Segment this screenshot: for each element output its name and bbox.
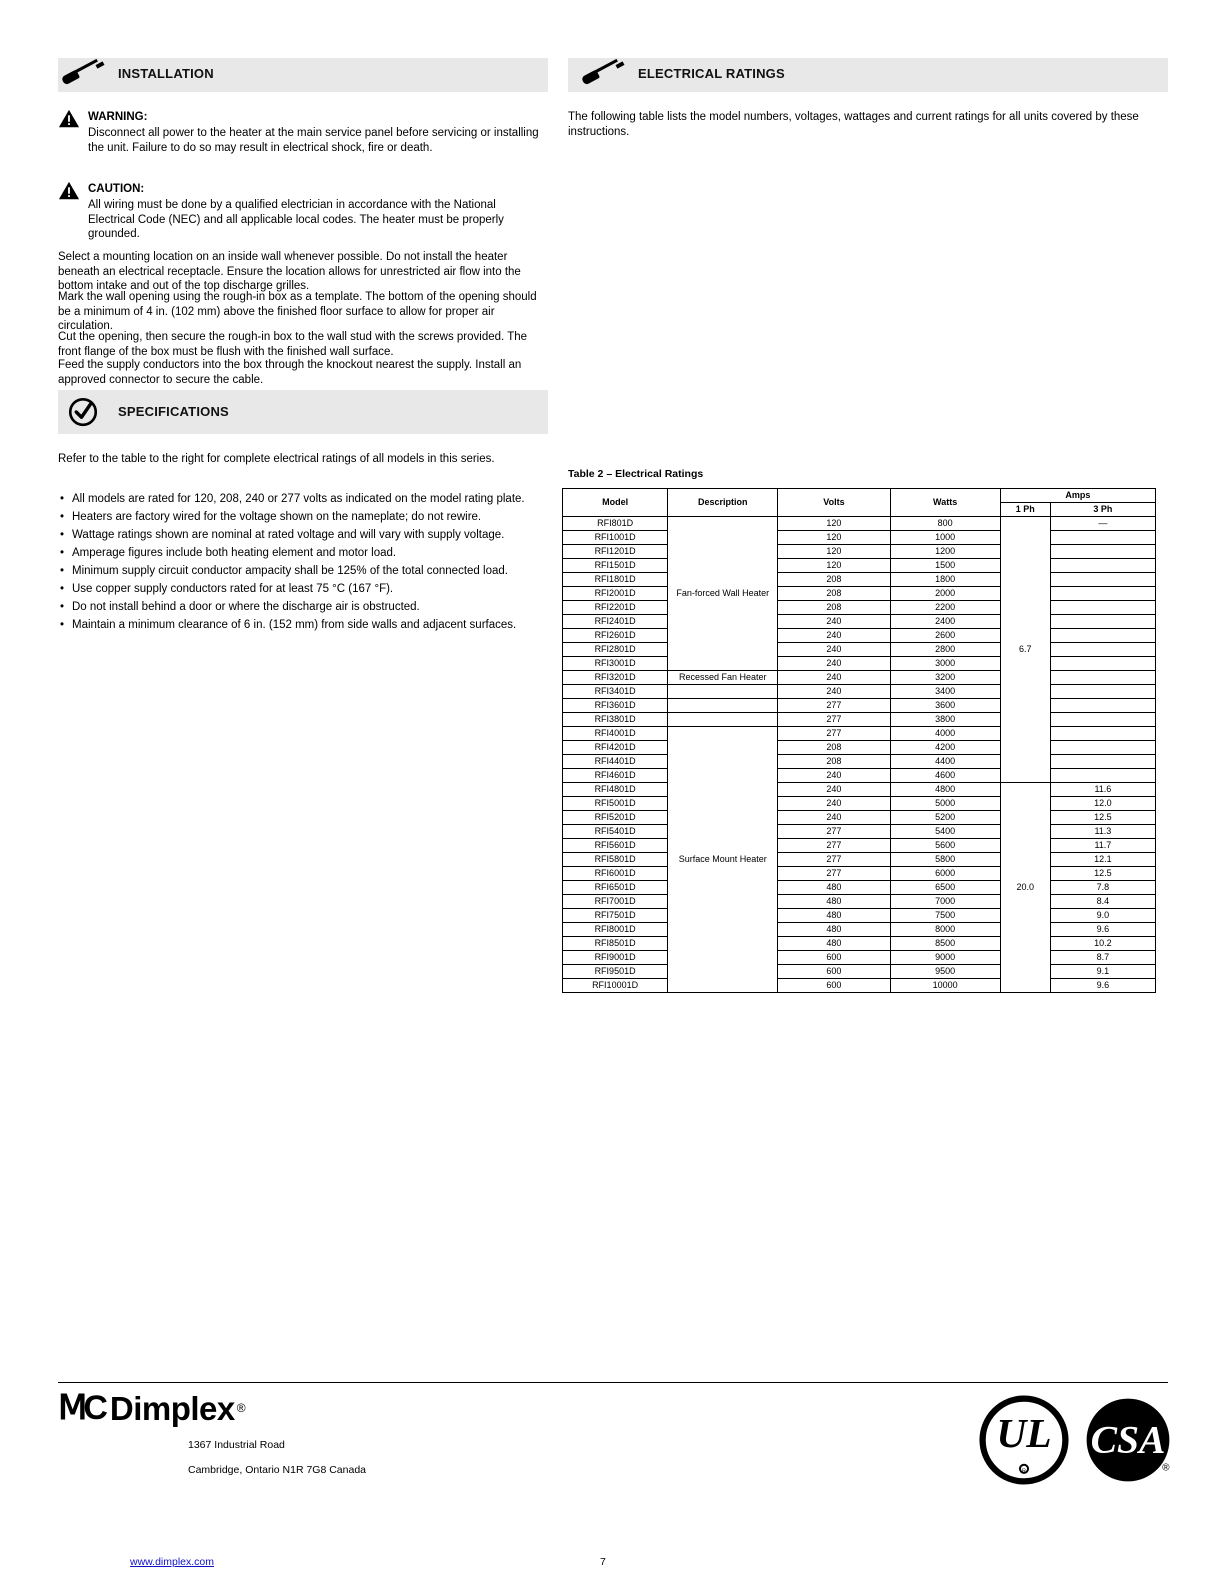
cell-model: RFI4001D bbox=[563, 727, 668, 741]
cell-amps-3ph bbox=[1050, 657, 1155, 671]
cell-watts: 4000 bbox=[890, 727, 1000, 741]
table-row bbox=[563, 797, 1156, 811]
table-row bbox=[563, 867, 1156, 881]
cell-volts: 480 bbox=[778, 881, 890, 895]
warning-2-label: CAUTION: bbox=[88, 183, 145, 195]
cell-watts: 2600 bbox=[890, 629, 1000, 643]
cell-volts: 277 bbox=[778, 853, 890, 867]
table-row bbox=[563, 643, 1156, 657]
table-row bbox=[563, 923, 1156, 937]
cell-volts: 277 bbox=[778, 727, 890, 741]
cell-amps-3ph: 8.7 bbox=[1050, 951, 1155, 965]
table-row bbox=[563, 755, 1156, 769]
cell-volts: 240 bbox=[778, 797, 890, 811]
table-row bbox=[563, 783, 1156, 797]
cell-amps-3ph bbox=[1050, 629, 1155, 643]
cell-amps-3ph bbox=[1050, 573, 1155, 587]
table-row bbox=[563, 713, 1156, 727]
cell-model: RFI2201D bbox=[563, 601, 668, 615]
cell-amps-3ph bbox=[1050, 559, 1155, 573]
cell-model: RFI5001D bbox=[563, 797, 668, 811]
cell-volts: 277 bbox=[778, 839, 890, 853]
cell-watts: 1200 bbox=[890, 545, 1000, 559]
cell-model: RFI9501D bbox=[563, 965, 668, 979]
install-paragraph-1: Select a mounting location on an inside wall whenever possible. Do not install the heater beneath an electrical receptacle. Ensure the location allows for unrestricted air flow into the bottom intake and out of the top discharge grilles. bbox=[58, 251, 521, 292]
cell-watts: 1000 bbox=[890, 531, 1000, 545]
cell-amps-1ph: 20.0 bbox=[1000, 783, 1050, 993]
cell-model: RFI7501D bbox=[563, 909, 668, 923]
cell-volts: 120 bbox=[778, 517, 890, 531]
col-header-amps-1ph: 1 Ph bbox=[1000, 503, 1050, 517]
page-number: 7 bbox=[600, 1556, 606, 1568]
cell-model: RFI1501D bbox=[563, 559, 668, 573]
website-link[interactable]: www.dimplex.com bbox=[130, 1556, 215, 1568]
checklist-section-title: SPECIFICATIONS bbox=[118, 404, 229, 419]
list-item: • Minimum supply circuit conductor ampacity shall be 125% of the total connected load. bbox=[58, 564, 546, 579]
table-row bbox=[563, 573, 1156, 587]
cell-model: RFI3801D bbox=[563, 713, 668, 727]
cell-watts: 4200 bbox=[890, 741, 1000, 755]
cell-volts: 277 bbox=[778, 699, 890, 713]
table-body bbox=[563, 517, 1156, 993]
cell-amps-3ph bbox=[1050, 643, 1155, 657]
cell-amps-3ph: 12.1 bbox=[1050, 853, 1155, 867]
cell-volts: 240 bbox=[778, 671, 890, 685]
cell-volts: 240 bbox=[778, 615, 890, 629]
cell-watts: 5600 bbox=[890, 839, 1000, 853]
left-section-title: INSTALLATION bbox=[118, 66, 214, 81]
cell-watts: 2800 bbox=[890, 643, 1000, 657]
checklist-intro: Refer to the table to the right for complete electrical ratings of all models in this series. bbox=[58, 453, 495, 465]
cell-amps-3ph: 12.5 bbox=[1050, 811, 1155, 825]
ratings-intro: The following table lists the model numbers, voltages, wattages and current ratings for all units covered by these instructions. bbox=[568, 111, 1139, 138]
cell-model: RFI3001D bbox=[563, 657, 668, 671]
checklist bbox=[58, 492, 546, 636]
cell-volts: 240 bbox=[778, 643, 890, 657]
cell-watts: 2000 bbox=[890, 587, 1000, 601]
list-item: • Wattage ratings shown are nominal at rated voltage and will vary with supply voltage. bbox=[58, 528, 546, 543]
cell-description: Recessed Fan Heater bbox=[668, 671, 778, 685]
cell-amps-3ph bbox=[1050, 741, 1155, 755]
table-row bbox=[563, 615, 1156, 629]
list-item: • Heaters are factory wired for the voltage shown on the nameplate; do not rewire. bbox=[58, 510, 546, 525]
col-header-amps-3ph: 3 Ph bbox=[1050, 503, 1155, 517]
specifications-table bbox=[562, 488, 1156, 993]
col-header-amps-group: Amps bbox=[1000, 489, 1155, 503]
list-item: • Amperage figures include both heating element and motor load. bbox=[58, 546, 546, 561]
cell-model: RFI7001D bbox=[563, 895, 668, 909]
cell-watts: 10000 bbox=[890, 979, 1000, 993]
cell-description bbox=[668, 713, 778, 727]
cell-model: RFI5201D bbox=[563, 811, 668, 825]
cell-amps-3ph bbox=[1050, 587, 1155, 601]
list-item: • All models are rated for 120, 208, 240 or 277 volts as indicated on the model rating plate. bbox=[58, 492, 546, 507]
cell-volts: 600 bbox=[778, 979, 890, 993]
cell-volts: 277 bbox=[778, 713, 890, 727]
cell-volts: 208 bbox=[778, 755, 890, 769]
cell-amps-1ph: 6.7 bbox=[1000, 517, 1050, 783]
table-row bbox=[563, 517, 1156, 531]
cell-volts: 240 bbox=[778, 657, 890, 671]
cell-model: RFI2001D bbox=[563, 587, 668, 601]
footer-address-line-1: 1367 Industrial Road bbox=[188, 1439, 285, 1451]
table-row bbox=[563, 587, 1156, 601]
list-item: • Maintain a minimum clearance of 6 in. (152 mm) from side walls and adjacent surfaces. bbox=[58, 618, 546, 633]
cell-amps-3ph: 10.2 bbox=[1050, 937, 1155, 951]
cell-model: RFI2801D bbox=[563, 643, 668, 657]
cell-amps-3ph: 9.6 bbox=[1050, 923, 1155, 937]
table-row bbox=[563, 601, 1156, 615]
warning-2-text: All wiring must be done by a qualified electrician in accordance with the National Electrical Code (NEC) and all applicable local codes. The heater must be properly grounded. bbox=[88, 199, 504, 240]
cell-watts: 4400 bbox=[890, 755, 1000, 769]
table-row bbox=[563, 531, 1156, 545]
cell-amps-3ph: 7.8 bbox=[1050, 881, 1155, 895]
svg-text:®: ® bbox=[1162, 1462, 1170, 1474]
install-paragraph-2: Mark the wall opening using the rough-in box as a template. The bottom of the opening should be a minimum of 4 in. (102 mm) above the finished floor surface to allow for proper air circulation. bbox=[58, 291, 537, 332]
install-paragraph-3: Cut the opening, then secure the rough-in box to the wall stud with the screws provided. The front flange of the box must be flush with the finished wall surface. bbox=[58, 331, 528, 358]
cell-watts: 2400 bbox=[890, 615, 1000, 629]
cell-model: RFI8501D bbox=[563, 937, 668, 951]
logo-registered-mark: ® bbox=[236, 1401, 246, 1415]
cell-volts: 240 bbox=[778, 811, 890, 825]
cell-volts: 277 bbox=[778, 867, 890, 881]
table-title: Table 2 – Electrical Ratings bbox=[568, 468, 704, 480]
cell-volts: 240 bbox=[778, 769, 890, 783]
cell-amps-3ph bbox=[1050, 713, 1155, 727]
cell-volts: 240 bbox=[778, 629, 890, 643]
cell-amps-3ph bbox=[1050, 699, 1155, 713]
cell-amps-3ph: 11.7 bbox=[1050, 839, 1155, 853]
install-paragraph-4: Feed the supply conductors into the box through the knockout nearest the supply. Install an approved connector to secure the cable. bbox=[58, 359, 522, 386]
cell-model: RFI2401D bbox=[563, 615, 668, 629]
cell-watts: 8000 bbox=[890, 923, 1000, 937]
cell-model: RFI5601D bbox=[563, 839, 668, 853]
cell-watts: 3000 bbox=[890, 657, 1000, 671]
cell-volts: 240 bbox=[778, 783, 890, 797]
table-row bbox=[563, 951, 1156, 965]
cell-amps-3ph bbox=[1050, 545, 1155, 559]
cell-amps-3ph: 11.3 bbox=[1050, 825, 1155, 839]
right-section-bar bbox=[568, 58, 1168, 92]
cell-model: RFI6501D bbox=[563, 881, 668, 895]
cell-description: Fan-forced Wall Heater bbox=[668, 517, 778, 671]
cell-watts: 1500 bbox=[890, 559, 1000, 573]
cell-watts: 7000 bbox=[890, 895, 1000, 909]
cell-amps-3ph bbox=[1050, 769, 1155, 783]
col-header-description: Description bbox=[668, 489, 778, 517]
cell-watts: 6500 bbox=[890, 881, 1000, 895]
screwdriver-icon bbox=[58, 58, 110, 92]
cell-watts: 4600 bbox=[890, 769, 1000, 783]
right-section-title: ELECTRICAL RATINGS bbox=[638, 66, 785, 81]
dimplex-logo bbox=[58, 1390, 246, 1426]
cell-amps-3ph: 12.0 bbox=[1050, 797, 1155, 811]
table-row bbox=[563, 839, 1156, 853]
cell-amps-3ph bbox=[1050, 755, 1155, 769]
cell-watts: 5000 bbox=[890, 797, 1000, 811]
cell-volts: 600 bbox=[778, 951, 890, 965]
csa-certified-mark bbox=[1083, 1395, 1173, 1485]
col-header-watts: Watts bbox=[890, 489, 1000, 517]
table-row bbox=[563, 727, 1156, 741]
cell-volts: 208 bbox=[778, 573, 890, 587]
cell-model: RFI8001D bbox=[563, 923, 668, 937]
cell-model: RFI3401D bbox=[563, 685, 668, 699]
cell-watts: 9500 bbox=[890, 965, 1000, 979]
cell-watts: 3200 bbox=[890, 671, 1000, 685]
cell-model: RFI4201D bbox=[563, 741, 668, 755]
cell-model: RFI1201D bbox=[563, 545, 668, 559]
cell-volts: 208 bbox=[778, 741, 890, 755]
cell-watts: 2200 bbox=[890, 601, 1000, 615]
cell-watts: 7500 bbox=[890, 909, 1000, 923]
footer-divider bbox=[58, 1382, 1168, 1383]
table-row bbox=[563, 559, 1156, 573]
table-row bbox=[563, 937, 1156, 951]
cell-model: RFI4401D bbox=[563, 755, 668, 769]
cell-amps-3ph bbox=[1050, 671, 1155, 685]
svg-text:UL: UL bbox=[996, 1410, 1052, 1457]
cell-amps-3ph: — bbox=[1050, 517, 1155, 531]
cell-amps-3ph: 8.4 bbox=[1050, 895, 1155, 909]
table-row bbox=[563, 881, 1156, 895]
cell-description bbox=[668, 699, 778, 713]
cell-amps-3ph bbox=[1050, 727, 1155, 741]
table-row bbox=[563, 685, 1156, 699]
warning-triangle-icon bbox=[58, 108, 80, 130]
table-row bbox=[563, 853, 1156, 867]
svg-text:R: R bbox=[1022, 1468, 1026, 1475]
check-circle-icon bbox=[68, 397, 98, 427]
table-row bbox=[563, 909, 1156, 923]
cell-model: RFI3201D bbox=[563, 671, 668, 685]
cell-volts: 208 bbox=[778, 601, 890, 615]
logo-wordmark: Dimplex bbox=[109, 1389, 235, 1427]
cell-model: RFI5801D bbox=[563, 853, 668, 867]
cell-volts: 240 bbox=[778, 685, 890, 699]
cell-model: RFI6001D bbox=[563, 867, 668, 881]
cell-model: RFI10001D bbox=[563, 979, 668, 993]
table-header-row bbox=[563, 489, 1156, 503]
cell-model: RFI4601D bbox=[563, 769, 668, 783]
list-item: • Use copper supply conductors rated for at least 75 °C (167 °F). bbox=[58, 582, 546, 597]
cell-amps-3ph bbox=[1050, 615, 1155, 629]
cell-volts: 120 bbox=[778, 559, 890, 573]
table-row bbox=[563, 657, 1156, 671]
cell-model: RFI9001D bbox=[563, 951, 668, 965]
cell-watts: 3600 bbox=[890, 699, 1000, 713]
warning-1-text: Disconnect all power to the heater at the main service panel before servicing or installing the unit. Failure to do so may result in electrical shock, fire or death. bbox=[88, 127, 539, 154]
cell-model: RFI1801D bbox=[563, 573, 668, 587]
cell-amps-3ph: 9.0 bbox=[1050, 909, 1155, 923]
table-row bbox=[563, 769, 1156, 783]
table-row bbox=[563, 671, 1156, 685]
cell-volts: 120 bbox=[778, 531, 890, 545]
cell-description bbox=[668, 685, 778, 699]
cell-model: RFI1001D bbox=[563, 531, 668, 545]
table-row bbox=[563, 545, 1156, 559]
cell-watts: 5400 bbox=[890, 825, 1000, 839]
cell-amps-3ph bbox=[1050, 685, 1155, 699]
cell-watts: 800 bbox=[890, 517, 1000, 531]
cell-watts: 8500 bbox=[890, 937, 1000, 951]
table-row bbox=[563, 741, 1156, 755]
cell-watts: 3400 bbox=[890, 685, 1000, 699]
cell-volts: 480 bbox=[778, 923, 890, 937]
cell-volts: 600 bbox=[778, 965, 890, 979]
table-row bbox=[563, 895, 1156, 909]
cell-watts: 4800 bbox=[890, 783, 1000, 797]
table-row bbox=[563, 629, 1156, 643]
cell-watts: 6000 bbox=[890, 867, 1000, 881]
certification-marks bbox=[979, 1395, 1173, 1485]
cell-volts: 277 bbox=[778, 825, 890, 839]
cell-watts: 5800 bbox=[890, 853, 1000, 867]
screwdriver-icon bbox=[578, 58, 630, 92]
cell-watts: 1800 bbox=[890, 573, 1000, 587]
col-header-volts: Volts bbox=[778, 489, 890, 517]
cell-amps-3ph: 9.6 bbox=[1050, 979, 1155, 993]
cell-watts: 3800 bbox=[890, 713, 1000, 727]
cell-volts: 480 bbox=[778, 937, 890, 951]
cell-model: RFI801D bbox=[563, 517, 668, 531]
warning-triangle-icon bbox=[58, 180, 80, 202]
svg-text:CSA: CSA bbox=[1090, 1417, 1166, 1462]
cell-model: RFI4801D bbox=[563, 783, 668, 797]
logo-mark-icon: ⅯC bbox=[58, 1389, 104, 1427]
cell-amps-3ph: 12.5 bbox=[1050, 867, 1155, 881]
cell-model: RFI3601D bbox=[563, 699, 668, 713]
warning-1-label: WARNING: bbox=[88, 111, 148, 123]
cell-watts: 9000 bbox=[890, 951, 1000, 965]
checklist-section-bar bbox=[58, 390, 548, 434]
left-section-bar bbox=[58, 58, 548, 92]
cell-model: RFI5401D bbox=[563, 825, 668, 839]
cell-amps-3ph bbox=[1050, 531, 1155, 545]
table-row bbox=[563, 811, 1156, 825]
table-row bbox=[563, 965, 1156, 979]
ul-listed-mark bbox=[979, 1395, 1069, 1485]
cell-model: RFI2601D bbox=[563, 629, 668, 643]
cell-amps-3ph bbox=[1050, 601, 1155, 615]
table-row bbox=[563, 699, 1156, 713]
cell-volts: 120 bbox=[778, 545, 890, 559]
cell-volts: 208 bbox=[778, 587, 890, 601]
cell-watts: 5200 bbox=[890, 811, 1000, 825]
cell-amps-3ph: 9.1 bbox=[1050, 965, 1155, 979]
cell-volts: 480 bbox=[778, 895, 890, 909]
cell-amps-3ph: 11.6 bbox=[1050, 783, 1155, 797]
table-row bbox=[563, 979, 1156, 993]
cell-description: Surface Mount Heater bbox=[668, 727, 778, 993]
cell-volts: 480 bbox=[778, 909, 890, 923]
table-row bbox=[563, 825, 1156, 839]
footer-address-line-2: Cambridge, Ontario N1R 7G8 Canada bbox=[188, 1464, 367, 1476]
col-header-model: Model bbox=[563, 489, 668, 517]
list-item: • Do not install behind a door or where the discharge air is obstructed. bbox=[58, 600, 546, 615]
